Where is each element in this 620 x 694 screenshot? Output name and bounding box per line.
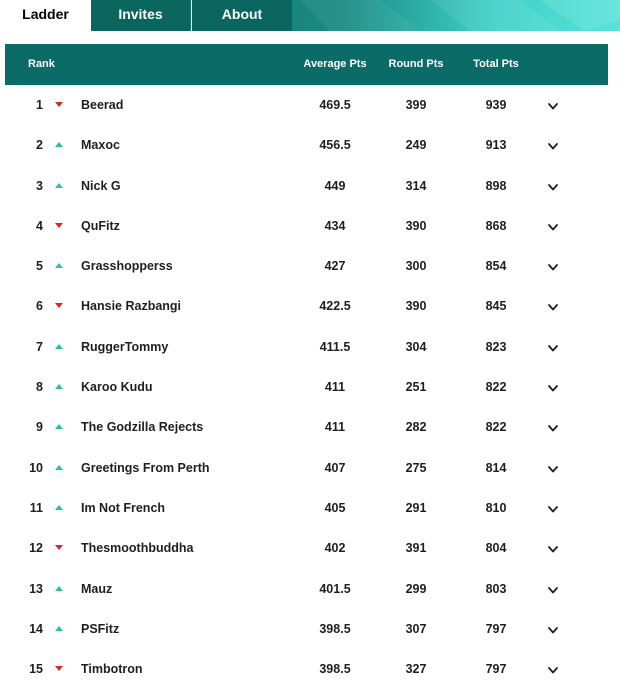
rank-cell: 15 xyxy=(29,662,43,677)
total-pts-cell: 810 xyxy=(485,500,507,515)
rank-cell: 13 xyxy=(29,581,43,596)
average-pts-cell: 411.5 xyxy=(319,339,351,354)
tab-about[interactable]: About xyxy=(191,0,292,31)
table-row xyxy=(5,166,608,206)
rank-up-icon xyxy=(55,609,65,649)
table-row xyxy=(5,286,608,326)
average-pts-cell: 456.5 xyxy=(319,138,351,153)
rank-up-icon xyxy=(55,166,65,206)
round-pts-cell: 390 xyxy=(405,299,427,314)
table-row xyxy=(5,448,608,488)
table-row xyxy=(5,246,608,286)
table-row xyxy=(5,569,608,609)
round-pts-cell: 399 xyxy=(405,98,427,112)
total-pts-cell: 939 xyxy=(485,98,507,112)
expand-chevron-icon[interactable] xyxy=(546,367,562,407)
table-row xyxy=(5,609,608,649)
average-pts-cell: 434 xyxy=(324,218,346,233)
table-row xyxy=(5,206,608,246)
expand-chevron-icon[interactable] xyxy=(546,125,562,165)
rank-up-icon xyxy=(55,569,65,609)
rank-down-icon xyxy=(55,206,65,246)
team-name: Nick G xyxy=(81,178,121,193)
team-name: Mauz xyxy=(81,581,113,596)
team-name: Hansie Razbangi xyxy=(81,299,182,314)
average-pts-cell: 401.5 xyxy=(319,581,351,596)
rank-cell: 2 xyxy=(36,138,43,153)
rank-cell: 10 xyxy=(29,460,43,475)
rank-up-icon xyxy=(55,407,65,447)
team-name: PSFitz xyxy=(81,621,120,636)
team-name: Thesmoothbuddha xyxy=(81,541,194,556)
total-pts-cell: 797 xyxy=(485,621,507,636)
round-pts-cell: 275 xyxy=(405,460,427,475)
average-pts-cell: 422.5 xyxy=(319,299,351,314)
average-pts-cell: 411 xyxy=(324,420,346,435)
table-header xyxy=(5,44,608,85)
rank-cell: 11 xyxy=(29,500,43,515)
table-row xyxy=(5,367,608,407)
tab-ladder[interactable]: Ladder xyxy=(0,0,91,31)
team-name: Timbotron xyxy=(81,662,143,677)
rank-cell: 4 xyxy=(36,218,43,233)
round-pts-cell: 327 xyxy=(405,662,427,677)
total-pts-cell: 803 xyxy=(485,581,507,596)
average-pts-cell: 449 xyxy=(324,178,346,193)
average-pts-cell: 398.5 xyxy=(319,662,351,677)
table-row xyxy=(5,528,608,568)
table-row xyxy=(5,327,608,367)
rank-down-icon xyxy=(55,649,65,689)
expand-chevron-icon[interactable] xyxy=(546,528,562,568)
total-pts-cell: 797 xyxy=(485,662,507,677)
tab-invites[interactable]: Invites xyxy=(91,0,190,31)
team-name: Greetings From Perth xyxy=(81,460,210,475)
expand-chevron-icon[interactable] xyxy=(546,488,562,528)
team-name: The Godzilla Rejects xyxy=(81,420,204,435)
total-pts-cell: 823 xyxy=(485,339,507,354)
header-average-pts: Average Pts xyxy=(303,58,367,70)
total-pts-cell: 804 xyxy=(485,541,507,556)
rank-cell: 12 xyxy=(29,541,43,556)
expand-chevron-icon[interactable] xyxy=(546,85,562,125)
rank-cell: 1 xyxy=(36,98,43,112)
expand-chevron-icon[interactable] xyxy=(546,448,562,488)
table-row xyxy=(5,649,608,689)
rank-down-icon xyxy=(55,286,65,326)
rank-down-icon xyxy=(55,528,65,568)
expand-chevron-icon[interactable] xyxy=(546,327,562,367)
rank-up-icon xyxy=(55,125,65,165)
rank-up-icon xyxy=(55,246,65,286)
average-pts-cell: 398.5 xyxy=(319,621,351,636)
average-pts-cell: 469.5 xyxy=(319,98,351,112)
rank-cell: 5 xyxy=(36,259,43,274)
rank-up-icon xyxy=(55,327,65,367)
average-pts-cell: 405 xyxy=(324,500,346,515)
header-round-pts: Round Pts xyxy=(388,58,444,70)
total-pts-cell: 814 xyxy=(485,460,507,475)
rank-cell: 14 xyxy=(29,621,43,636)
total-pts-cell: 898 xyxy=(485,178,507,193)
average-pts-cell: 402 xyxy=(324,541,346,556)
round-pts-cell: 282 xyxy=(405,420,427,435)
table-row xyxy=(5,488,608,528)
expand-chevron-icon[interactable] xyxy=(546,609,562,649)
total-pts-cell: 822 xyxy=(485,420,507,435)
expand-chevron-icon[interactable] xyxy=(546,206,562,246)
rank-cell: 9 xyxy=(36,420,43,435)
rank-up-icon xyxy=(55,448,65,488)
average-pts-cell: 411 xyxy=(324,380,346,395)
team-name: Maxoc xyxy=(81,138,120,153)
table-row xyxy=(5,407,608,447)
team-name: QuFitz xyxy=(81,218,120,233)
round-pts-cell: 291 xyxy=(405,500,427,515)
average-pts-cell: 407 xyxy=(324,460,346,475)
team-name: RuggerTommy xyxy=(81,339,169,354)
team-name: Beerad xyxy=(81,98,124,112)
average-pts-cell: 427 xyxy=(324,259,346,274)
expand-chevron-icon[interactable] xyxy=(546,286,562,326)
total-pts-cell: 913 xyxy=(485,138,507,153)
team-name: Karoo Kudu xyxy=(81,380,153,395)
total-pts-cell: 854 xyxy=(485,259,507,274)
round-pts-cell: 249 xyxy=(405,138,427,153)
round-pts-cell: 391 xyxy=(405,541,427,556)
rank-cell: 3 xyxy=(36,178,43,193)
round-pts-cell: 299 xyxy=(405,581,427,596)
expand-chevron-icon[interactable] xyxy=(546,569,562,609)
round-pts-cell: 251 xyxy=(405,380,427,395)
rank-up-icon xyxy=(55,488,65,528)
round-pts-cell: 314 xyxy=(405,178,427,193)
ladder-table xyxy=(5,44,608,689)
top-tab-bar xyxy=(0,0,620,31)
team-name: Grasshopperss xyxy=(81,259,173,274)
rank-cell: 7 xyxy=(36,339,43,354)
rank-down-icon xyxy=(55,85,65,125)
table-row xyxy=(5,85,608,125)
expand-chevron-icon[interactable] xyxy=(546,649,562,689)
team-name: Im Not French xyxy=(81,500,166,515)
total-pts-cell: 868 xyxy=(485,218,507,233)
rank-cell: 8 xyxy=(36,380,43,395)
header-rank: Rank xyxy=(28,58,55,70)
round-pts-cell: 307 xyxy=(405,621,427,636)
table-row xyxy=(5,125,608,165)
total-pts-cell: 845 xyxy=(485,299,507,314)
rank-up-icon xyxy=(55,367,65,407)
round-pts-cell: 300 xyxy=(405,259,427,274)
expand-chevron-icon[interactable] xyxy=(546,246,562,286)
table-body xyxy=(5,85,608,689)
round-pts-cell: 390 xyxy=(405,218,427,233)
round-pts-cell: 304 xyxy=(405,339,427,354)
total-pts-cell: 822 xyxy=(485,380,507,395)
rank-cell: 6 xyxy=(36,299,43,314)
expand-chevron-icon[interactable] xyxy=(546,407,562,447)
header-total-pts: Total Pts xyxy=(473,58,519,70)
expand-chevron-icon[interactable] xyxy=(546,166,562,206)
